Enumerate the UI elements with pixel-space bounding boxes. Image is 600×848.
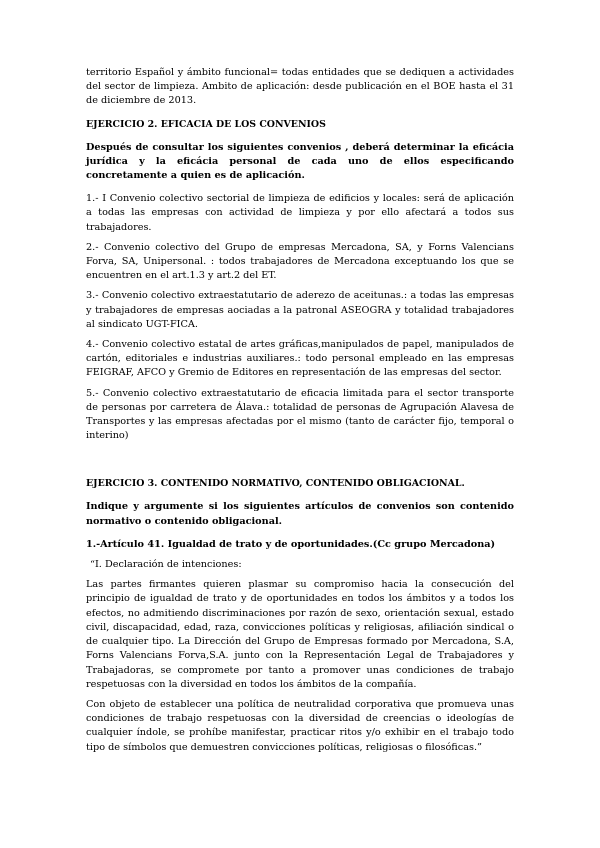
document-page [86, 66, 514, 755]
ejercicio-3-question: Indique y argumente si los siguientes artículos de convenios son contenido normativo o contenido obligacional. [86, 501, 514, 527]
ejercicio-3-heading: EJERCICIO 3. CONTENIDO NORMATIVO, CONTENIDO OBLIGACIONAL. [86, 478, 465, 490]
declaration-title: “I. Declaración de intenciones: [90, 559, 242, 571]
convenio-item-3: 3.- Convenio colectivo extraestatutario de aderezo de aceitunas.: a todas las empresas y trabajadores de empresas aociadas a la patronal ASEOGRA y totalidad trabajadores al sindicato UGT-FICA. [86, 290, 514, 330]
intro-paragraph: territorio Español y ámbito funcional= todas entidades que se dediquen a actividades del sector de limpieza. Ambito de aplicación: desde publicación en el BOE hasta el 31 de diciembre de 2013. [86, 67, 514, 107]
convenio-item-1: 1.- I Convenio colectivo sectorial de limpieza de edificios y locales: será de aplicación a todas las empresas con actividad de limpieza y por ello afectará a todos sus trabajadores. [86, 193, 514, 233]
ejercicio-2-question: Después de consultar los siguientes convenios , deberá determinar la eficácia jurídica y la eficácia personal de cada uno de ellos especificando concretamente a quien es de aplicación. [86, 141, 514, 182]
article-title: 1.-Artículo 41. Igualdad de trato y de oportunidades.(Cc grupo Mercadona) [86, 538, 496, 550]
article-paragraph-2: Con objeto de establecer una política de neutralidad corporativa que promueva unas condiciones de trabajo respetuosas con la diversidad de creencias o ideologías de cualquier índole, se prohíbe manifestar, practicar ritos y/o exhibir en el trabajo todo tipo de símbolos que demuestren convicciones políticas, religiosas o filosóficas.” [86, 698, 514, 753]
convenio-item-2: 2.- Convenio colectivo del Grupo de empresas Mercadona, SA, y Forns Valencians Forva, SA, Unipersonal. : todos trabajadores de Mercadona exceptuando los que se encuentren en el art.1.3 y art.2 del ET. [86, 241, 514, 282]
convenio-item-4: 4.- Convenio colectivo estatal de artes gráficas,manipulados de papel, manipulados de cartón, editoriales e industrias auxiliares.: todo personal empleado en las empresas FEIGRAF, AFCO y Gremio de Editores en representación de las empresas del sector. [86, 339, 514, 379]
article-paragraph-1: Las partes firmantes quieren plasmar su compromiso hacia la consecución del principio de igualdad de trato y de oportunidades en todos los ámbitos y a todos los efectos, no admitiendo discriminaciones por razón de sexo, orientación sexual, estado civil, discapacidad, edad, raza, convicciones políticas y religiosas, afiliación sindical o de cualquier tipo. La Dirección del Grupo de Empresas formado por Mercadona, S.A, Forns Valencians Forva,S.A. junto con la Representación Legal de Trabajadores y Trabajadoras, se compromete por tanto a promover unas condiciones de trabajo respetuosas con la diversidad en todos los ámbitos de la compañía. [86, 579, 514, 690]
ejercicio-2-heading: EJERCICIO 2. EFICACIA DE LOS CONVENIOS [86, 118, 326, 130]
convenio-item-5: 5.- Convenio colectivo extraestatutario de eficacia limitada para el sector transporte de personas por carretera de Álava.: totalidad de personas de Agrupación Alavesa de Transportes y las empresas afectadas por el mismo (tanto de carácter fijo, temporal o interino) [86, 387, 514, 442]
